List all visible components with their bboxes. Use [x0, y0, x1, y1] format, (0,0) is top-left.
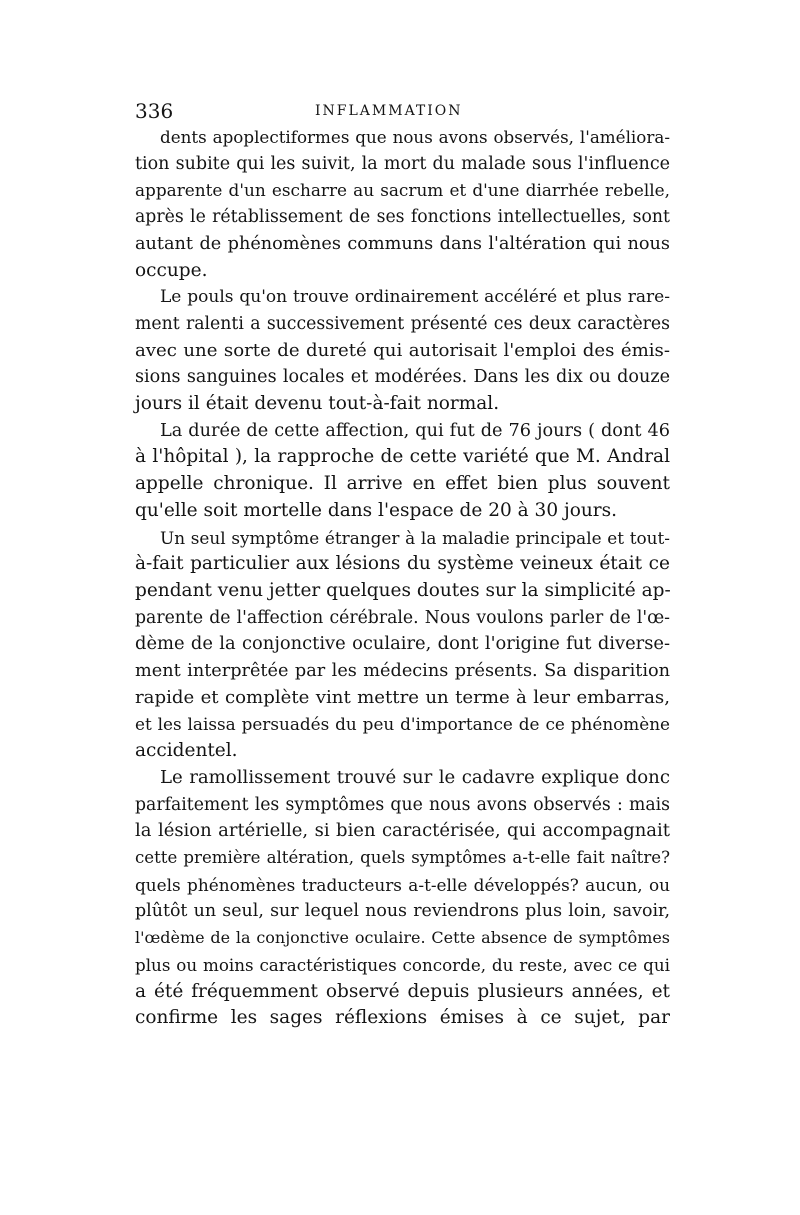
text-line: tion subite qui les suivit, la mort du malade sous l'influence	[135, 153, 670, 174]
text-line: rapide et complète vint mettre un terme à leur embarras,	[135, 686, 670, 708]
text-line: a été fréquemment observé depuis plusieurs années, et	[135, 980, 670, 1002]
text-line: dème de la conjonctive oculaire, dont l'origine fut diverse-	[135, 633, 670, 655]
text-line: et les laissa persuadés du peu d'importance de ce phénomène	[135, 714, 670, 735]
text-line: cette première altération, quels symptômes a-t-elle fait naître?	[135, 847, 670, 867]
text-line: la lésion artérielle, si bien caractérisée, qui accompagnait	[135, 820, 670, 842]
text-line: La durée de cette affection, qui fut de 76 jours ( dont 46	[160, 420, 670, 441]
text-line: Le pouls qu'on trouve ordinairement accéléré et plus rare-	[160, 287, 670, 308]
text-line: parente de l'affection cérébrale. Nous voulons parler de l'œ-	[135, 607, 670, 628]
text-line: parfaitement les symptômes que nous avons observés : mais	[135, 794, 670, 815]
text-line: occupe.	[135, 259, 208, 281]
text-line: sions sanguines locales et modérées. Dans les dix ou douze	[135, 367, 670, 388]
text-line: après le rétablissement de ses fonctions intellectuelles, sont	[135, 207, 670, 228]
text-line: quels phénomènes traducteurs a-t-elle développés? aucun, ou	[135, 874, 670, 895]
paragraph	[135, 525, 670, 765]
text-line: Le ramollissement trouvé sur le cadavre explique donc	[160, 766, 670, 788]
page-number: 336	[135, 99, 174, 123]
page-header	[135, 96, 670, 126]
text-line: accidentel.	[135, 740, 238, 762]
paragraph	[135, 124, 670, 284]
text-line: appelle chronique. Il arrive en effet bien plus souvent	[135, 473, 670, 495]
text-line: qu'elle soit mortelle dans l'espace de 20 à 30 jours.	[135, 499, 617, 521]
text-line: à-fait particulier aux lésions du système veineux était ce	[135, 553, 670, 575]
paragraph	[135, 765, 670, 1032]
text-line: autant de phénomènes communs dans l'altération qui nous	[135, 233, 670, 254]
text-line: à l'hôpital ), la rapproche de cette variété que M. Andral	[135, 446, 670, 468]
text-line: dents apoplectiformes que nous avons observés, l'améliora-	[160, 127, 670, 147]
paragraph	[135, 418, 670, 525]
text-line: plûtôt un seul, sur lequel nous reviendrons plus loin, savoir,	[135, 901, 670, 922]
paragraph	[135, 284, 670, 418]
text-line: Un seul symptôme étranger à la maladie principale et tout-	[160, 527, 670, 548]
running-head: INFLAMMATION	[315, 103, 463, 119]
text-line: ment interprêtée par les médecins présents. Sa disparition	[135, 661, 670, 682]
text-line: pendant venu jetter quelques doutes sur la simplicité ap-	[135, 579, 671, 601]
text-line: plus ou moins caractéristiques concorde, du reste, avec ce qui	[135, 954, 670, 975]
text-line: confirme les sages réflexions émises à ce sujet, par	[135, 1007, 670, 1029]
text-line: apparente d'un escharre au sacrum et d'une diarrhée rebelle,	[135, 180, 670, 201]
text-line: l'œdème de la conjonctive oculaire. Cette absence de symptômes	[135, 928, 670, 948]
text-line: avec une sorte de dureté qui autorisait l'emploi des émis-	[135, 339, 670, 361]
text-line: ment ralenti a successivement présenté ces deux caractères	[135, 313, 670, 334]
text-line: jours il était devenu tout-à-fait normal.	[135, 393, 500, 415]
body-text	[135, 124, 670, 1032]
